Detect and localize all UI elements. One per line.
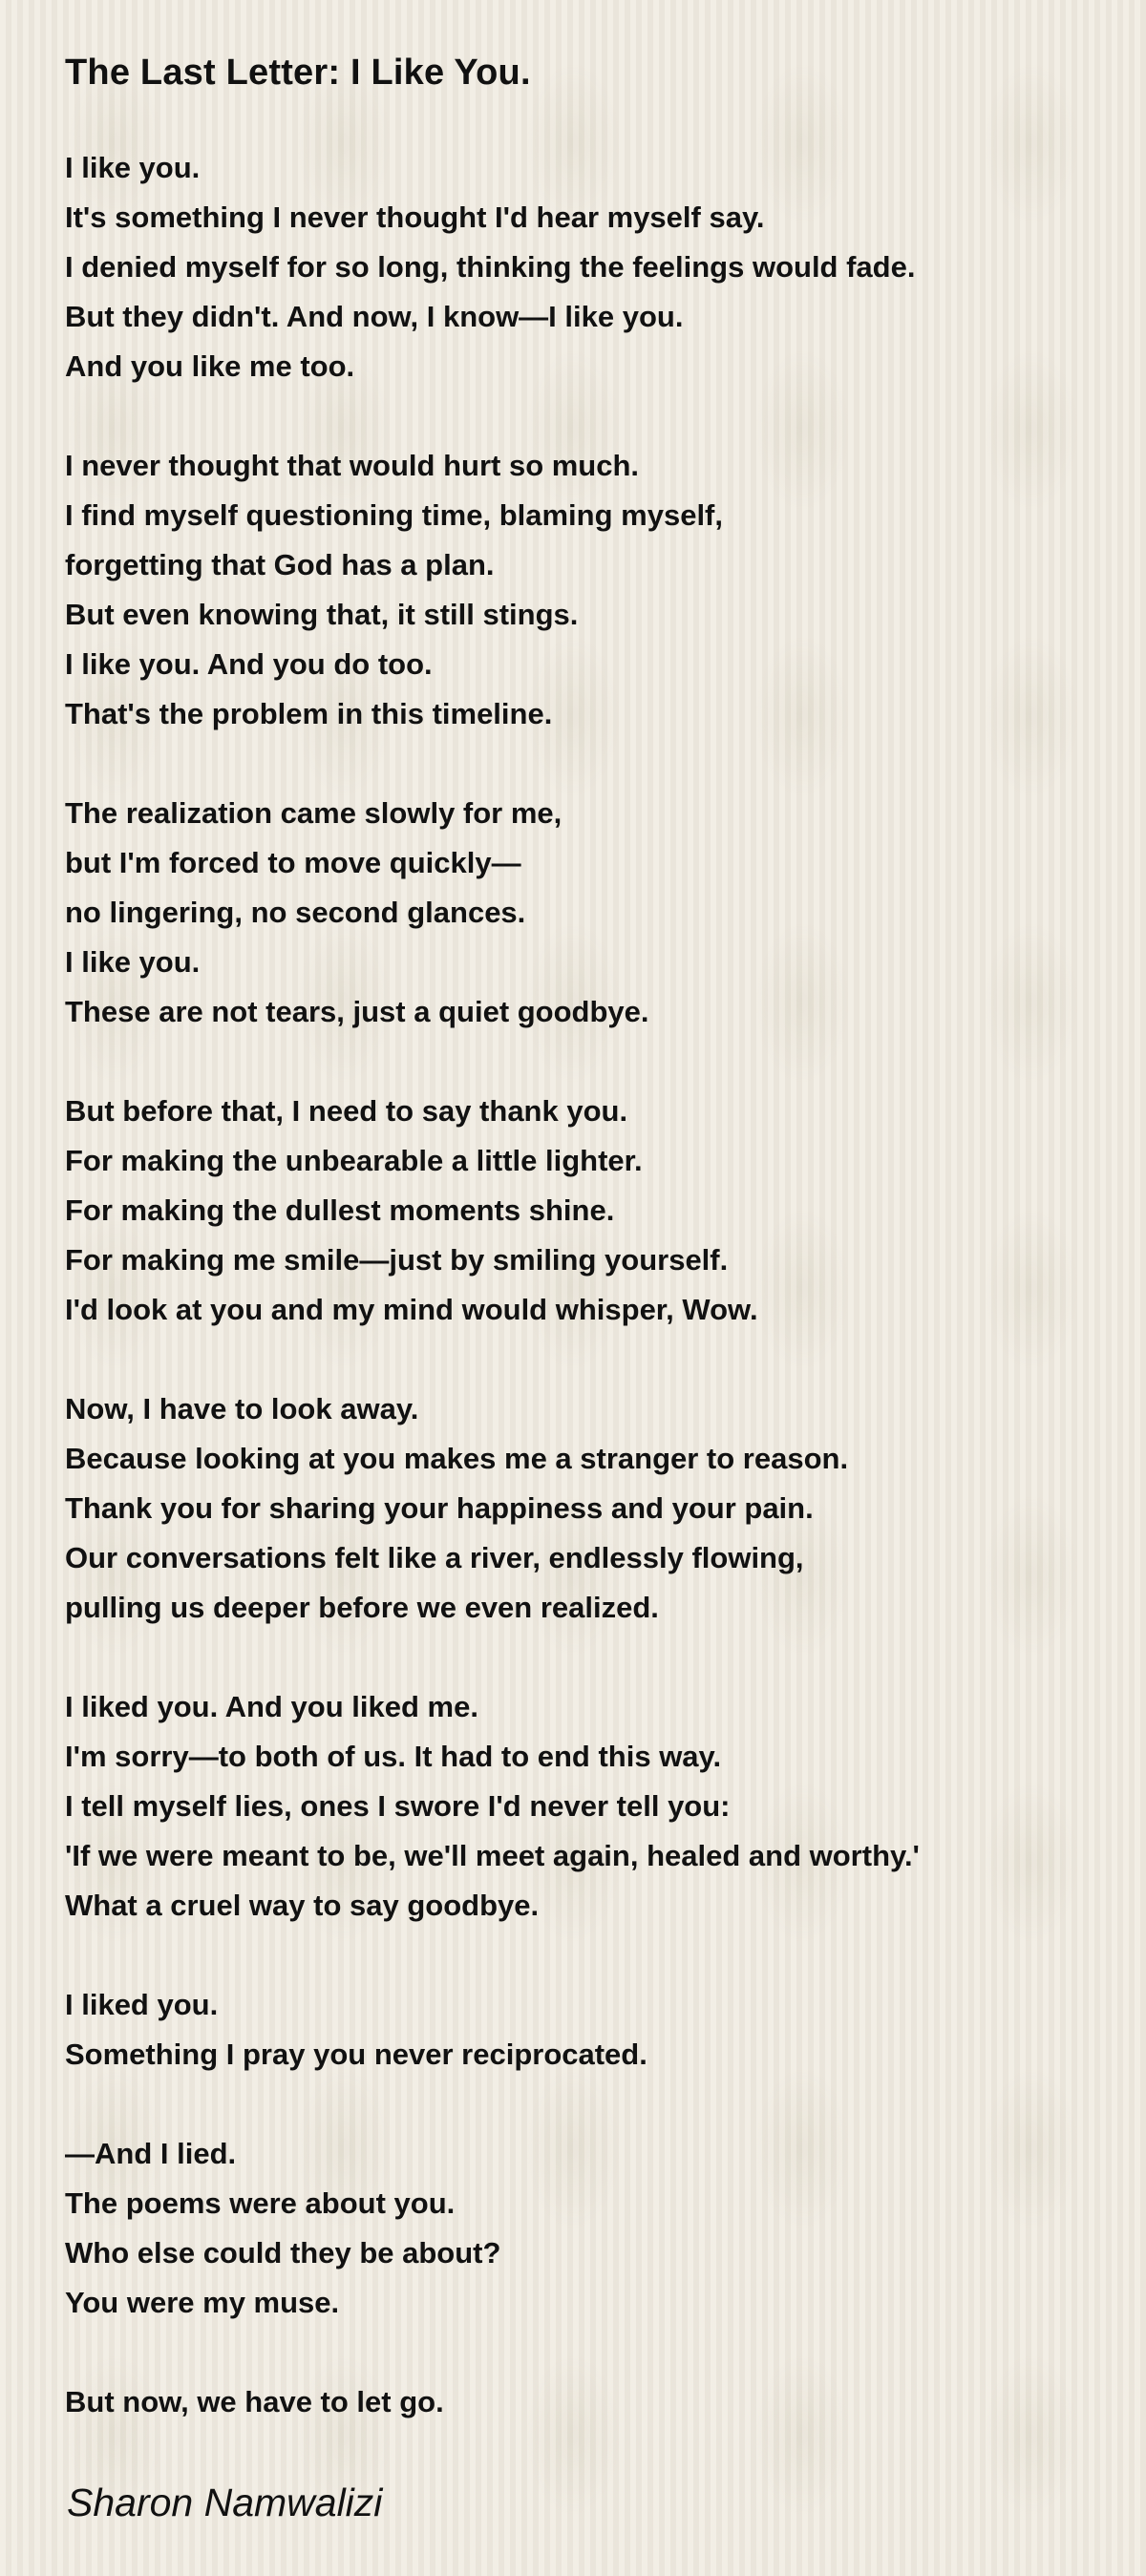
poem-line: The poems were about you.: [65, 2186, 456, 2220]
poem-line: —And I lied.: [65, 2137, 237, 2170]
poem-line: Who else could they be about?: [65, 2236, 501, 2270]
stanza-4: [65, 1087, 1096, 1335]
poem-line: Our conversations felt like a river, endlessly flowing,: [65, 1541, 804, 1574]
poem-line: The realization came slowly for me,: [65, 796, 562, 830]
poem-line: I like you. And you do too.: [65, 647, 433, 681]
poem-line: I find myself questioning time, blaming myself,: [65, 498, 723, 532]
poem-line: no lingering, no second glances.: [65, 896, 526, 929]
stanza-5: [65, 1384, 1096, 1633]
stanza-6: [65, 1682, 1096, 1931]
poem-line: It's something I never thought I'd hear myself say.: [65, 201, 765, 234]
stanza-2: [65, 441, 1096, 739]
poem-line: forgetting that God has a plan.: [65, 548, 495, 581]
poem-line: I liked you. And you liked me.: [65, 1690, 478, 1723]
stanza-7: [65, 1980, 1096, 2080]
stanza-9: [65, 2377, 1096, 2427]
poem-line: Something I pray you never reciprocated.: [65, 2038, 647, 2071]
poem-title: The Last Letter: I Like You.: [65, 53, 531, 93]
poem-line: but I'm forced to move quickly—: [65, 846, 521, 879]
poem-line: For making the dullest moments shine.: [65, 1193, 615, 1227]
poem-line: pulling us deeper before we even realized.: [65, 1591, 659, 1624]
poem-body: [65, 143, 1096, 2477]
poem-line: But before that, I need to say thank you.: [65, 1094, 628, 1128]
poem-line: But now, we have to let go.: [65, 2385, 444, 2418]
poem-line: And you like me too.: [65, 349, 355, 383]
poem-line: I like you.: [65, 945, 201, 979]
poem-line: Thank you for sharing your happiness and your pain.: [65, 1491, 814, 1525]
poem-line: That's the problem in this timeline.: [65, 697, 553, 730]
poem-line: I'd look at you and my mind would whisper, Wow.: [65, 1293, 758, 1326]
poem-line: You were my muse.: [65, 2286, 340, 2319]
poem-line: These are not tears, just a quiet goodbye.: [65, 995, 649, 1028]
poem-line: I tell myself lies, ones I swore I'd never tell you:: [65, 1789, 731, 1823]
poem-line: Now, I have to look away.: [65, 1392, 419, 1425]
poem-line: But even knowing that, it still stings.: [65, 598, 579, 631]
stanza-8: [65, 2129, 1096, 2328]
poem-line: I never thought that would hurt so much.: [65, 449, 640, 482]
poem-line: Because looking at you makes me a stranger to reason.: [65, 1442, 849, 1475]
poem-line: I'm sorry—to both of us. It had to end this way.: [65, 1740, 722, 1773]
poem-line: I like you.: [65, 151, 201, 184]
poem-line: I liked you.: [65, 1988, 219, 2021]
poem-line: I denied myself for so long, thinking the feelings would fade.: [65, 250, 916, 284]
poem-line: For making the unbearable a little lighter.: [65, 1144, 643, 1177]
poem-line: What a cruel way to say goodbye.: [65, 1889, 540, 1922]
stanza-3: [65, 789, 1096, 1037]
poem-line: 'If we were meant to be, we'll meet again, healed and worthy.': [65, 1839, 920, 1872]
author-name: Sharon Namwalizi: [67, 2481, 383, 2524]
poem-line: But they didn't. And now, I know—I like you.: [65, 300, 684, 333]
poem-line: For making me smile—just by smiling yourself.: [65, 1243, 729, 1277]
stanza-1: [65, 143, 1096, 391]
